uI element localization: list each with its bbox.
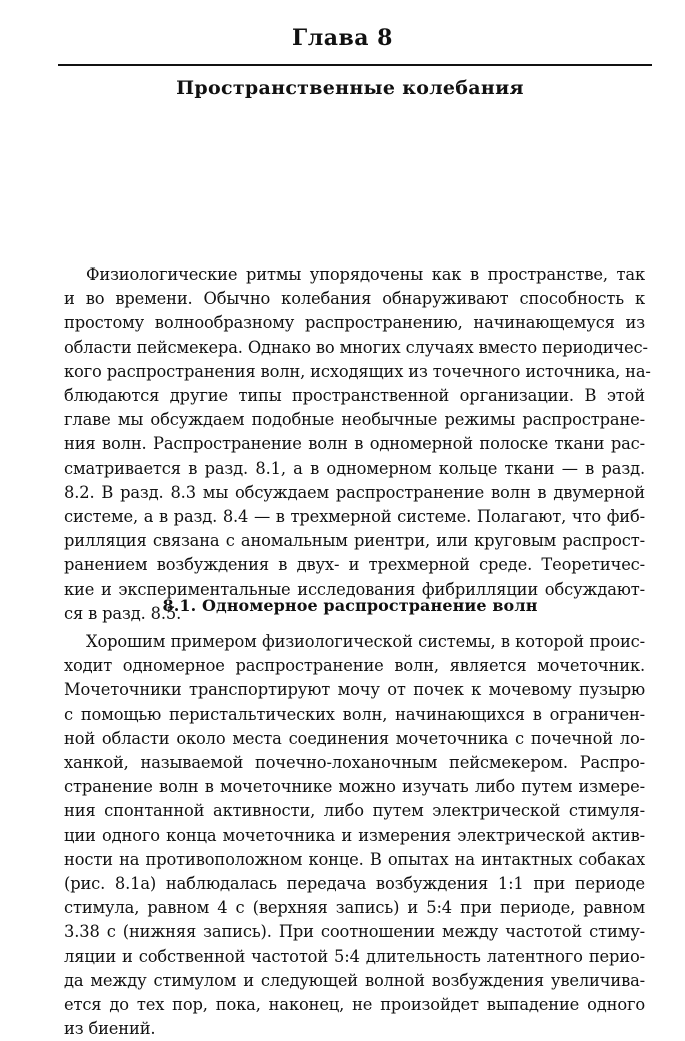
intro-line: 8.2. В разд. 8.3 мы обсуждаем распространение волн в двумерной <box>64 482 645 502</box>
section-line: ности на противоположном конце. В опытах на интактных собаках <box>64 849 645 869</box>
section-line: ходит одномерное распространение волн, является мочеточник. <box>64 656 645 676</box>
section-line: ции одного конца мочеточника и измерения электрической актив- <box>64 825 645 845</box>
section-line: 3.38 с (нижняя запись). При соотношении между частотой стиму- <box>64 922 645 942</box>
chapter-number: Глава 8 <box>292 25 393 51</box>
intro-line: рилляция связана с аномальным риентри, или круговым распрост- <box>64 531 645 551</box>
intro-paragraph <box>64 263 651 626</box>
intro-line: блюдаются другие типы пространственной организации. В этой <box>64 386 645 406</box>
intro-line: системе, а в разд. 8.4 — в трехмерной системе. Полагают, что фиб- <box>64 507 645 527</box>
section-line: странение волн в мочеточнике можно изучать либо путем измере- <box>64 777 645 797</box>
section-line: ния спонтанной активности, либо путем электрической стимуля- <box>64 801 645 821</box>
section-line: ется до тех пор, пока, наконец, не произойдет выпадение одного <box>64 995 645 1015</box>
section-line: из биений. <box>64 1019 156 1039</box>
section-line: ной области около места соединения мочеточника с почечной ло- <box>64 728 645 748</box>
intro-line: кого распространения волн, исходящих из точечного источника, на- <box>64 361 651 381</box>
section-paragraph <box>64 630 645 1041</box>
section-line: стимула, равном 4 с (верхняя запись) и 5:4 при периоде, равном <box>64 898 645 918</box>
intro-line: кие и экспериментальные исследования фибрилляции обсуждают- <box>64 579 645 599</box>
chapter-divider <box>58 64 652 66</box>
intro-line: ния волн. Распространение волн в одномерной полоске ткани рас- <box>64 434 645 454</box>
intro-line: Физиологические ритмы упорядочены как в пространстве, так <box>86 265 645 284</box>
intro-line: главе мы обсуждаем подобные необычные режимы распростране- <box>64 410 645 430</box>
section-line: Мочеточники транспортируют мочу от почек к мочевому пузырю <box>64 680 645 700</box>
intro-line: и во времени. Обычно колебания обнаруживают способность к <box>64 289 645 309</box>
intro-line: ранением возбуждения в двух- и трехмерной среде. Теоретичес- <box>64 555 645 575</box>
section-line: (рис. 8.1а) наблюдалась передача возбуждения 1:1 при периоде <box>64 874 645 894</box>
section-line: ханкой, называемой почечно-лоханочным пейсмекером. Распро- <box>64 753 645 773</box>
section-line: да между стимулом и следующей волной возбуждения увеличива- <box>64 970 645 990</box>
intro-line: сматривается в разд. 8.1, а в одномерном кольце ткани — в разд. <box>64 458 645 478</box>
section-heading: 8.1. Одномерное распространение волн <box>162 596 538 615</box>
section-line: с помощью перистальтических волн, начинающихся в ограничен- <box>64 704 645 724</box>
intro-line: ся в разд. 8.5. <box>64 603 182 623</box>
section-line: Хорошим примером физиологической системы, в которой проис- <box>86 632 645 651</box>
intro-line: простому волнообразному распространению, начинающемуся из <box>64 313 645 333</box>
section-line: ляции и собственной частотой 5:4 длительность латентного перио- <box>64 946 645 966</box>
intro-line: области пейсмекера. Однако во многих случаях вместо периодичес- <box>64 337 648 357</box>
chapter-title: Пространственные колебания <box>176 77 524 99</box>
